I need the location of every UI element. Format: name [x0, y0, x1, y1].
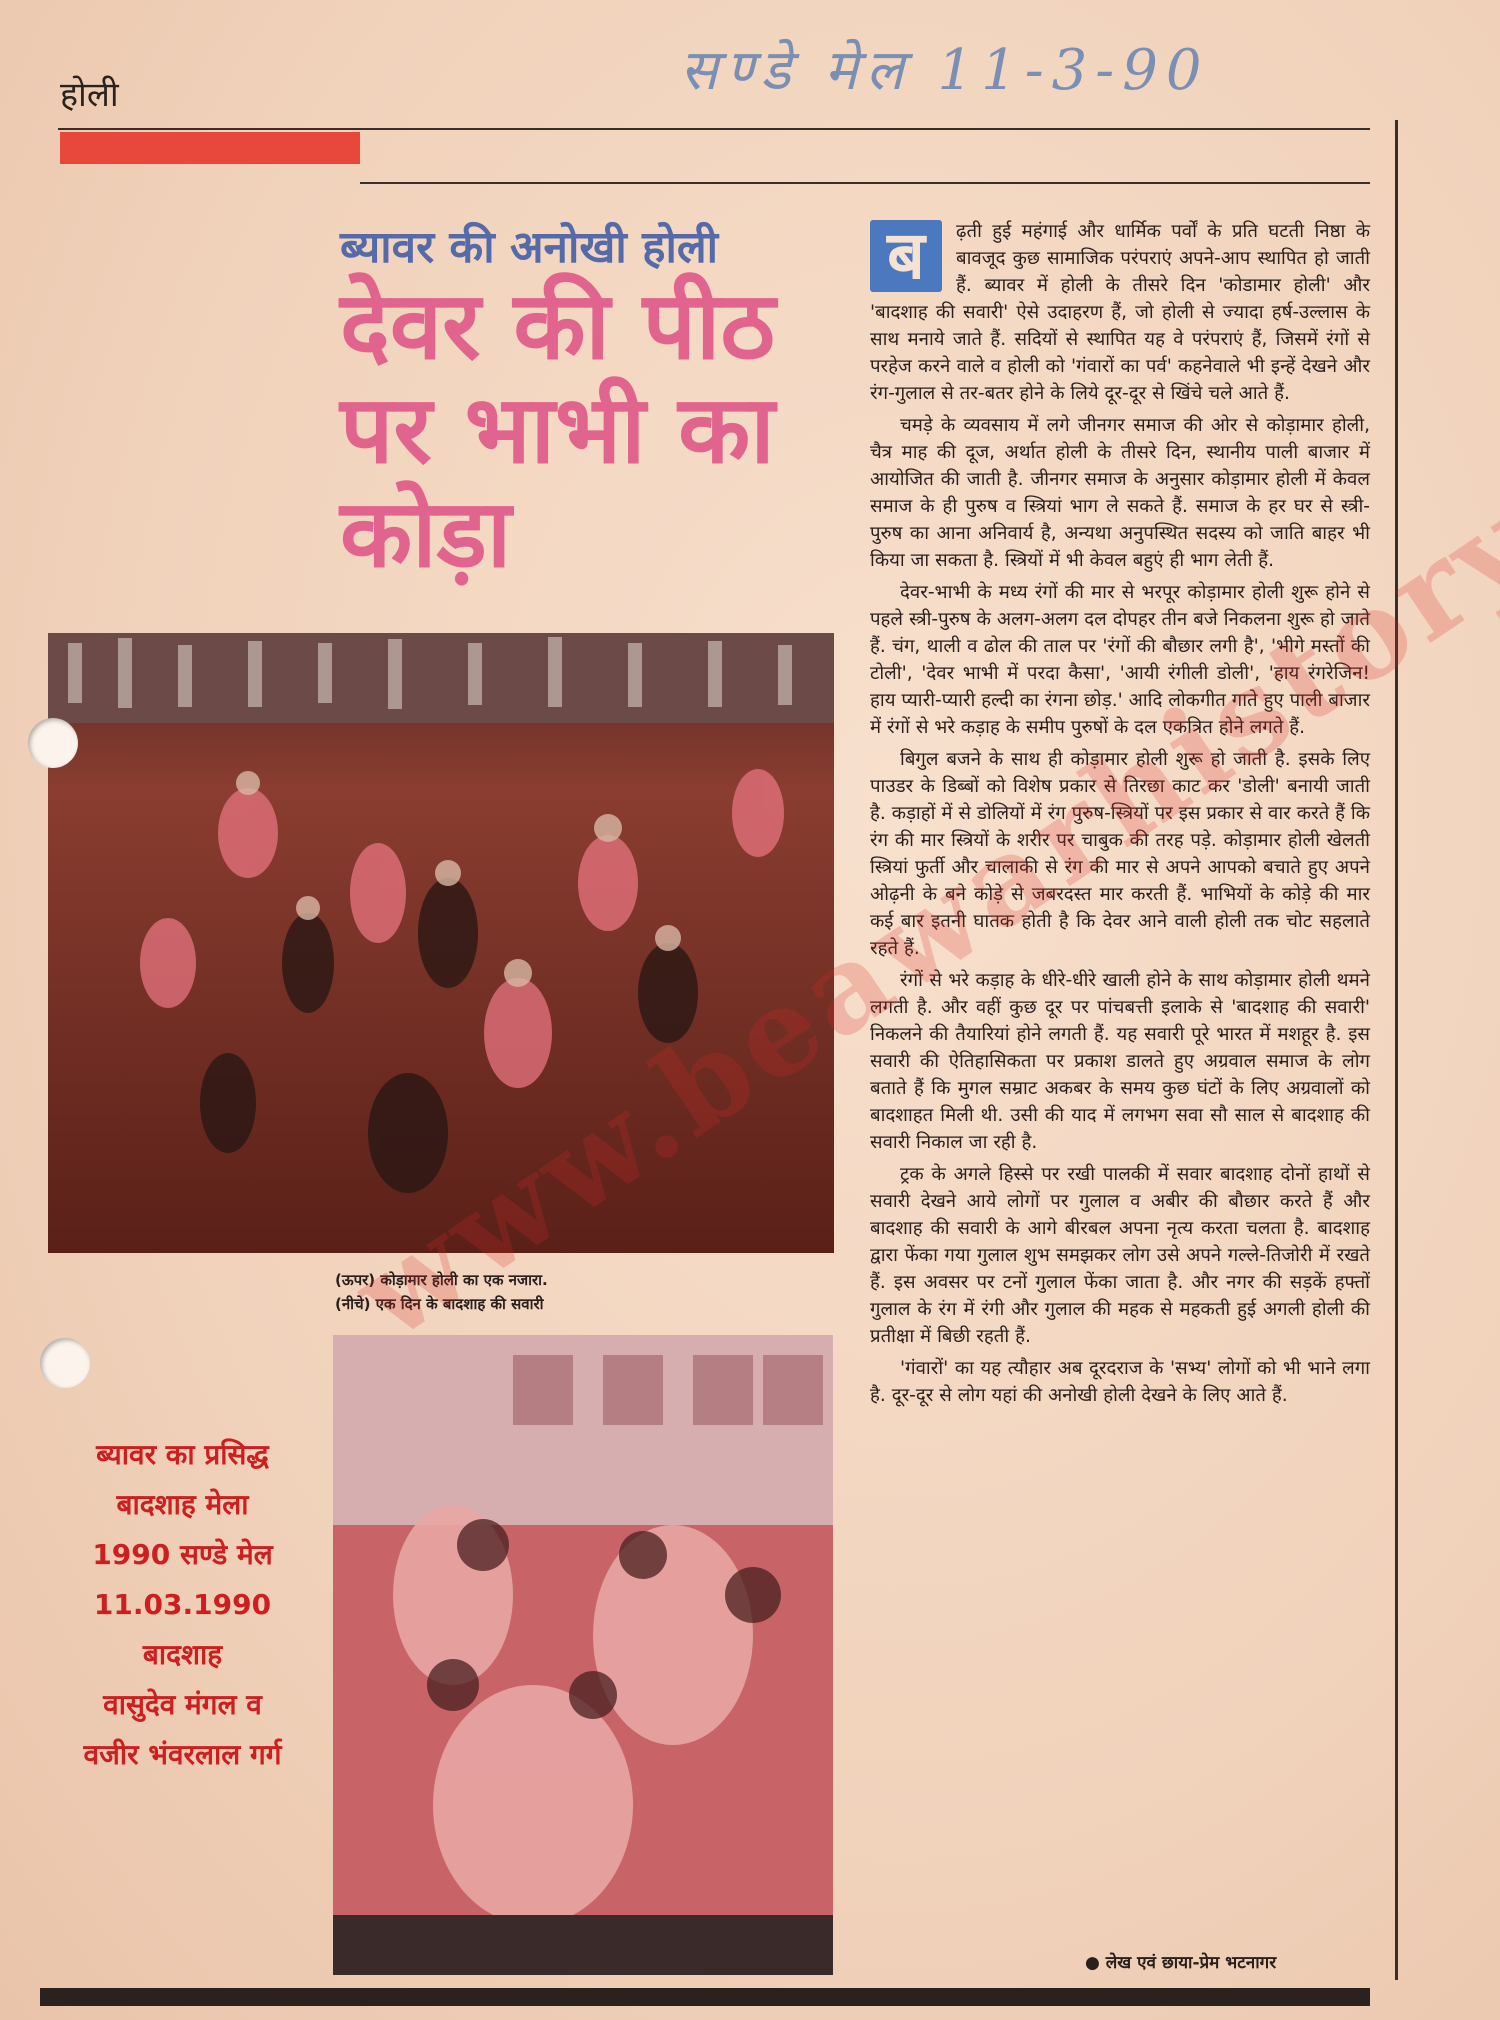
middle-rule — [360, 182, 1370, 184]
sidebar-line: बादशाह — [142, 1638, 223, 1671]
sidebar-note — [30, 1430, 335, 1780]
sidebar-line: बादशाह मेला — [116, 1488, 249, 1521]
top-rule — [58, 128, 1370, 130]
punch-hole-top — [28, 718, 78, 768]
article-paragraph: बिगुल बजने के साथ ही कोड़ामार होली शुरू हो जाती है. इसके लिए पाउडर के डिब्बों को विशेष प्रकार से तिरछा काट कर 'डोली' बनायी जाती है. कड़ाहों में से डोलियों में रंग पुरुष-स्त्रियों पर इस प्रकार से वार करते हैं कि रंग की मार स्त्रियों के शरीर पर चाबुक की तरह पड़े. कोड़ामार होली खेलती स्त्रियां फुर्ती और चालाकी से रंग की मार से अपने आपको बचाते हुए अपने ओढ़नी के बने कोड़े से जबरदस्त मार करती हैं. भाभियों के कोड़े की मार कई बार इतनी घातक होती है कि देवर आने वाली होली तक चोट सहलाते रहते हैं. — [870, 749, 1370, 959]
sidebar-line: वासुदेव मंगल व — [103, 1688, 262, 1721]
caption-bottom: (नीचे) एक दिन के बादशाह की सवारी — [335, 1295, 544, 1313]
photo-kodamar-holi — [48, 633, 834, 1253]
section-color-bar — [60, 132, 360, 164]
headline-title: देवर की पीठ पर भाभी का कोड़ा — [340, 272, 775, 589]
caption-top: (ऊपर) कोड़ामार होली का एक नजारा. — [335, 1271, 548, 1289]
byline: ● लेख एवं छाया-प्रेम भटनागर — [1085, 1953, 1277, 1973]
sidebar-line: वजीर भंवरलाल गर्ग — [83, 1738, 282, 1771]
sidebar-line: 1990 सण्डे मेल — [92, 1538, 273, 1571]
punch-hole-bottom — [40, 1338, 90, 1388]
article-paragraph: देवर-भाभी के मध्य रंगों की मार से भरपूर कोड़ामार होली शुरू होने से पहले स्त्री-पुरुष के अलग-अलग दल दोपहर तीन बजे निकलना शुरू हो जाते हैं. चंग, थाली व ढोल की ताल पर 'रंगों की बौछार लगी है', 'भीगे मस्तों की टोली', 'देवर भाभी में परदा कैसा', 'आयी रंगीली डोली', 'हाय रंगरेजिन! हाय प्यारी-प्यारी हल्दी का रंगना छोड़.' आदि लोकगीत गाते हुए पाली बाजार में रंगों से भरे कड़ाह के समीप पुरुषों के दल एकत्रित होने लगते हैं. — [870, 582, 1370, 738]
article-paragraph: ट्रक के अगले हिस्से पर रखी पालकी में सवार बादशाह दोनों हाथों से सवारी देखने आये लोगों पर गुलाल व अबीर की बौछार करते हैं और बादशाह की सवारी के आगे बीरबल अपना नृत्य करता चलता है. बादशाह द्वारा फेंका गया गुलाल शुभ समझकर लोग उसे अपने गल्ले-तिजोरी में रखते हैं. इस अवसर पर टनों गुलाल फेंका जाता है. और नगर की सड़कें हफ्तों गुलाल के रंग में रंगी और गुलाल की महक से महकती हुई अगली होली की प्रतीक्षा में बिछी रहती हैं. — [870, 1164, 1370, 1347]
right-column-rule — [1395, 120, 1398, 1980]
sidebar-line: ब्यावर का प्रसिद्ध — [96, 1438, 269, 1471]
article-paragraph: ब ढ़ती हुई महंगाई और धार्मिक पर्वों के प्रति घटती निष्ठा के बावजूद कुछ सामाजिक परंपराएं अपने-आप स्थापित हो जाती हैं. ब्यावर में होली के तीसरे दिन 'कोडामार होली' और 'बादशाह की सवारी' ऐसे उदाहरण हैं, जो होली से ज्यादा हर्ष-उल्लास के साथ मनाये जाते हैं. सदियों से स्थापित यह वे परंपराएं हैं, जिसमें रंगों से परहेज करने वाले व होली को 'गंवारों का पर्व' कहनेवाले भी इन्हें देखने और रंग-गुलाल से तर-बतर होने के लिये दूर-दूर से खिंचे चले आते हैं. — [870, 217, 1370, 404]
bottom-rule — [40, 1988, 1370, 2006]
headline-kicker: ब्यावर की अनोखी होली — [340, 222, 719, 273]
article-paragraph: रंगों से भरे कड़ाह के धीरे-धीरे खाली होने के साथ कोड़ामार होली थमने लगती है. और वहीं कुछ दूर पर पांचबत्ती इलाके से 'बादशाह की सवारी' निकलने की तैयारियां होने लगती हैं. यह सवारी पूरे भारत में मशहूर है. इस सवारी की ऐतिहासिकता पर प्रकाश डालते हुए अग्रवाल समाज के लोग बताते हैं कि मुगल सम्राट अकबर के समय कुछ घंटों के लिए अग्रवालों को बादशाहत मिली थी. उसी की याद में लगभग सवा सौ साल से बादशाह की सवारी निकाल जा रही है. — [870, 970, 1370, 1153]
article-paragraph: 'गंवारों' का यह त्यौहार अब दूरदराज के 'सभ्य' लोगों को भी भाने लगा है. दूर-दूर से लोग यहां की अनोखी होली देखने के लिए आते हैं. — [870, 1358, 1370, 1406]
drop-cap: ब — [870, 220, 942, 292]
handwritten-date-note: सण्डे मेल 11-3-90 — [680, 38, 1210, 103]
section-label: होली — [60, 75, 119, 115]
photo-badshah-procession — [333, 1335, 833, 1975]
article-paragraph: चमड़े के व्यवसाय में लगे जीनगर समाज की ओर से कोड़ामार होली, चैत्र माह की दूज, अर्थात होली के तीसरे दिन, स्थानीय पाली बाजार में आयोजित की जाती है. जीनगर समाज के अनुसार कोड़ामार होली में केवल समाज के ही पुरुष व स्त्रियां भाग ले सकते हैं. समाज के हर घर से स्त्री-पुरुष का आना अनिवार्य है, अन्यथा अनुपस्थित सदस्य को जाति बाहर भी किया जा सकता है. स्त्रियों में भी केवल बहुएं ही भाग लेती हैं. — [870, 415, 1370, 571]
sidebar-line: 11.03.1990 — [93, 1588, 272, 1621]
